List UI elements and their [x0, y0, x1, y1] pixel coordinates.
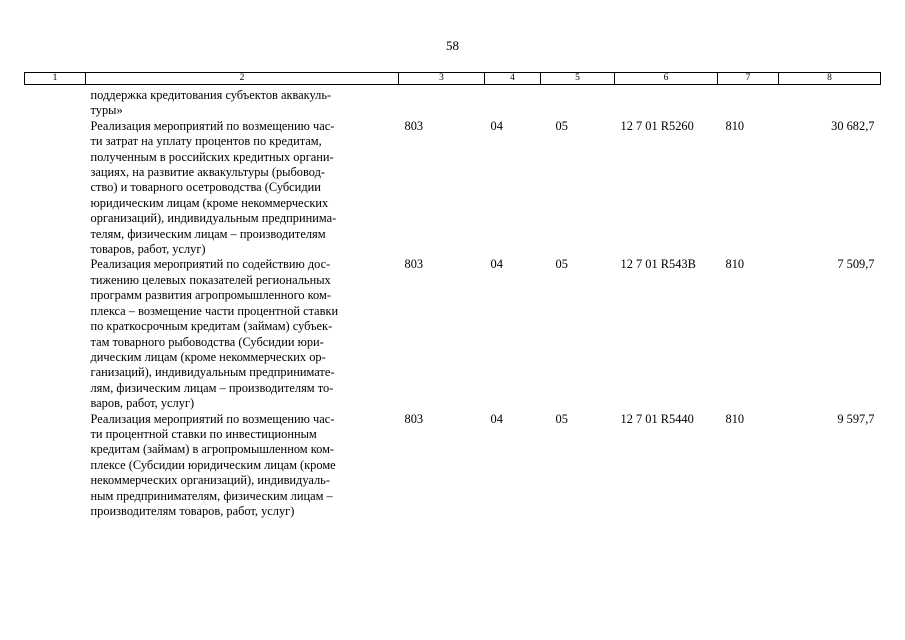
row-expense-type: 810 [725, 411, 745, 426]
row-expense-type: 810 [725, 257, 745, 272]
table-row [25, 412, 881, 520]
row-expense-type: 810 [725, 118, 745, 133]
row-description: Реализация мероприятий по возмещению час- ти затрат на уплату процентов по кредитам, полученным в российских кредитных органи- зациях, на развитие аквакультуры (рыбовод- ство) и товарного осетроводства (Субсидии юридическим лицам (кроме некоммерческих организаций), индивидуальным предпринима- телям, физическим лицам – производителям товаров, работ, услуг) [90, 118, 337, 257]
row-subsection-code: 05 [555, 118, 568, 133]
row-target-code: 12 7 01 R5440 [620, 411, 694, 426]
row-amount: 9 597,7 [837, 411, 875, 426]
header-col-6: 6 [615, 73, 718, 85]
header-col-1: 1 [25, 73, 86, 85]
continuation-row [25, 85, 881, 119]
row-section-code: 04 [490, 257, 503, 272]
header-col-3: 3 [399, 73, 485, 85]
budget-table [24, 72, 881, 519]
header-col-5: 5 [541, 73, 615, 85]
row-description: Реализация мероприятий по возмещению час- ти процентной ставки по инвестиционным кредитам (займам) в агропромышленном ком- плексе (Субсидии юридическим лицам (кроме некоммерческих организаций), индивидуаль- ным предпринимателям, физическим лицам – производителям товаров, работ, услуг) [90, 411, 336, 518]
table-row [25, 257, 881, 411]
row-amount: 7 509,7 [837, 257, 875, 272]
header-col-8: 8 [779, 73, 881, 85]
table-row [25, 119, 881, 258]
table-header-row [25, 73, 881, 85]
row-section-code: 04 [490, 411, 503, 426]
row-ministry-code: 803 [404, 118, 424, 133]
row-section-code: 04 [490, 118, 503, 133]
row-subsection-code: 05 [555, 411, 568, 426]
row-ministry-code: 803 [404, 257, 424, 272]
page-number: 58 [446, 38, 459, 53]
header-col-7: 7 [718, 73, 779, 85]
header-col-4: 4 [485, 73, 541, 85]
row-subsection-code: 05 [555, 257, 568, 272]
row-target-code: 12 7 01 R543В [620, 257, 696, 272]
row-target-code: 12 7 01 R5260 [620, 118, 694, 133]
row-description: Реализация мероприятий по содействию дос- тижению целевых показателей региональных программ развития агропромышленного ком- плекса – возмещение части процентной ставки по краткосрочным кредитам (займам) субъек- там товарного рыбоводства (Субсидии юри- дическим лицам (кроме некоммерческих ор- ганизаций), индивидуальным предпринимате- лям, физическим лицам – производителям то- варов, работ, услуг) [90, 257, 339, 411]
row-ministry-code: 803 [404, 411, 424, 426]
row-amount: 30 682,7 [831, 118, 875, 133]
header-col-2: 2 [86, 73, 399, 85]
continuation-text: поддержка кредитования субъектов аквакуль- туры» [90, 88, 332, 118]
